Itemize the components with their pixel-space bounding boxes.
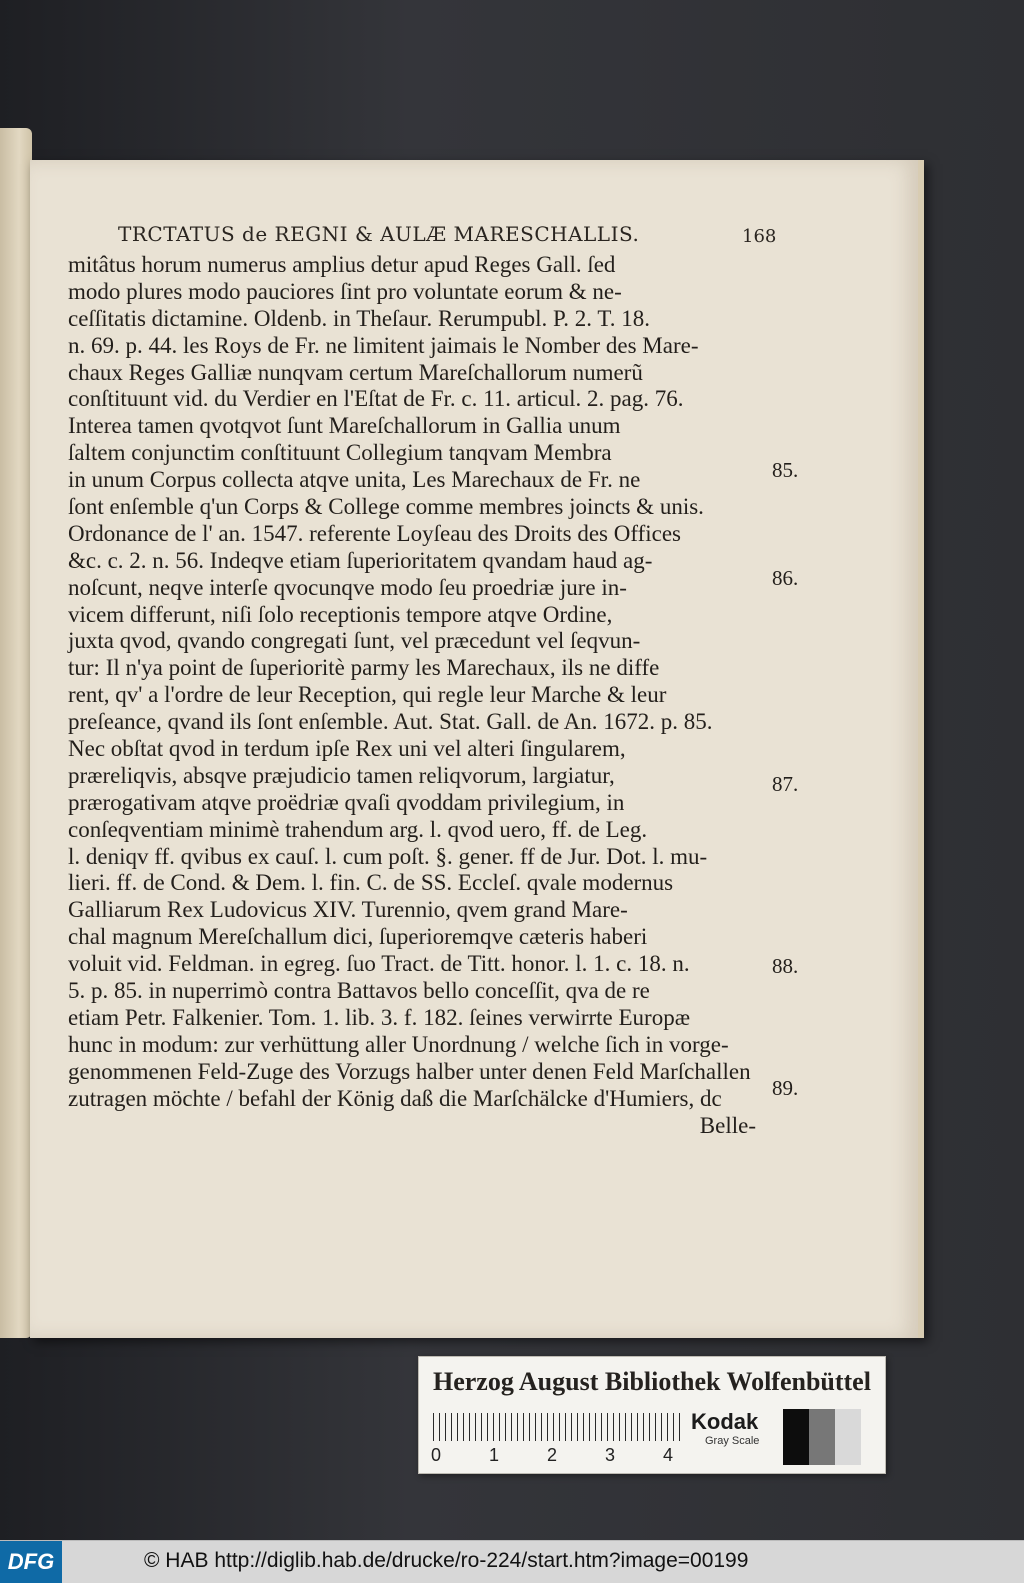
text-line: chal magnum Mereſchallum dici, ſuperioremqve cæteris haberi bbox=[68, 924, 648, 950]
text-line: chaux Reges Galliæ nunqvam certum Mareſchallorum numerũ bbox=[68, 359, 643, 385]
scale-number: 0 bbox=[431, 1445, 442, 1465]
text-line: vicem differunt, niſi ſolo receptionis tempore atqve Ordine, bbox=[68, 601, 613, 627]
text-line: conſeqventiam minimè trahendum arg. l. qvod uero, ff. de Leg. bbox=[68, 816, 648, 842]
footer-bar bbox=[0, 1540, 1024, 1583]
text-line: tur: Il n'ya point de ſuperioritè parmy les Marechaux, ils ne diffe bbox=[68, 655, 660, 681]
text-line: mitâtus horum numerus amplius detur apud Reges Gall. ſed bbox=[68, 252, 616, 277]
marginal-number: 85. bbox=[772, 458, 799, 482]
color-calibration-target bbox=[418, 1356, 886, 1474]
text-line: &c. c. 2. n. 56. Indeqve etiam ſuperioritatem qvandam haud ag- bbox=[68, 547, 653, 573]
page-text bbox=[68, 252, 768, 1139]
page-number: 168 bbox=[742, 226, 777, 247]
marginal-number: 86. bbox=[772, 566, 799, 590]
scale-number: 2 bbox=[547, 1445, 558, 1465]
text-line: zutragen möchte / befahl der König daß die Marſchälcke d'Humiers, dc bbox=[68, 1085, 722, 1111]
text-line: noſcunt, neqve interſe qvocunqve modo ſeu proedriæ jure in- bbox=[68, 574, 627, 600]
library-name: Herzog August Bibliothek Wolfenbüttel bbox=[433, 1367, 871, 1396]
text-line: l. deniqv ff. qvibus ex cauſ. l. cum poſt. §. gener. ff de Jur. Dot. l. mu- bbox=[68, 843, 708, 869]
text-line: ſont enſemble q'un Corps & College comme membres joincts & unis. bbox=[68, 494, 704, 520]
gray-swatch-black bbox=[783, 1409, 809, 1465]
running-title: TRCTATUS de REGNI & AULÆ MARESCHALLIS. bbox=[118, 222, 640, 246]
gray-swatch-mid bbox=[809, 1409, 835, 1465]
scale-number: 4 bbox=[663, 1445, 674, 1465]
marginal-number: 87. bbox=[772, 772, 799, 796]
scale-number: 1 bbox=[489, 1445, 500, 1465]
text-line: Nec obſtat qvod in terdum ipſe Rex uni vel alteri ſingularem, bbox=[68, 736, 626, 762]
text-line: præreliqvis, absqve præjudicio tamen reliqvorum, largiatur, bbox=[68, 762, 615, 788]
text-line: lieri. ff. de Cond. & Dem. l. fin. C. de SS. Eccleſ. qvale modernus bbox=[68, 870, 674, 896]
gray-scale-label: Gray Scale bbox=[705, 1435, 760, 1447]
text-line: ceſſitatis dictamine. Oldenb. in Theſaur. Rerumpubl. P. 2. T. 18. bbox=[68, 305, 650, 331]
kodak-logo: Kodak bbox=[691, 1409, 759, 1434]
gray-swatch-light bbox=[835, 1409, 861, 1465]
text-line: modo plures modo pauciores ſint pro voluntate eorum & ne- bbox=[68, 278, 622, 304]
text-line: rent, qv' a l'ordre de leur Reception, qui regle leur Marche & leur bbox=[68, 682, 667, 708]
dfg-logo: DFG bbox=[0, 1541, 62, 1583]
scale-number: 3 bbox=[605, 1445, 616, 1465]
text-line: 5. p. 85. in nuperrimò contra Battavos bello conceſſit, qva de re bbox=[68, 978, 650, 1004]
text-line: n. 69. p. 44. les Roys de Fr. ne limitent jaimais le Nomber des Mare- bbox=[68, 332, 699, 358]
text-line: ſaltem conjunctim conſtituunt Collegium tanqvam Membra bbox=[68, 440, 612, 466]
text-line: genommenen Feld-Zuge des Vorzugs halber unter denen Feld Marſchallen bbox=[68, 1058, 751, 1084]
text-line: hunc in modum: zur verhüttung aller Unordnung / welche ſich in vorge- bbox=[68, 1031, 729, 1057]
footer-citation[interactable]: © HAB http://diglib.hab.de/drucke/ro-224/start.htm?image=00199 bbox=[144, 1549, 749, 1572]
text-line: voluit vid. Feldman. in egreg. ſuo Tract. de Titt. honor. l. 1. c. 18. n. bbox=[68, 951, 690, 977]
text-line: Ordonance de l' an. 1547. referente Loyſeau des Droits des Offices bbox=[68, 520, 681, 546]
text-line: juxta qvod, qvando congregati ſunt, vel præcedunt vel ſeqvun- bbox=[68, 628, 641, 654]
text-line: Interea tamen qvotqvot ſunt Mareſchallorum in Gallia unum bbox=[68, 413, 621, 439]
text-line: prærogativam atqve proëdriæ qvaſi qvoddam privilegium, in bbox=[68, 789, 625, 815]
text-line: conſtituunt vid. du Verdier en l'Eſtat de Fr. c. 11. articul. 2. pag. 76. bbox=[68, 386, 684, 412]
scale-ruler bbox=[433, 1413, 683, 1441]
text-line: in unum Corpus collecta atqve unita, Les Marechaux de Fr. ne bbox=[68, 467, 641, 493]
marginal-number: 88. bbox=[772, 954, 799, 978]
catchword: Belle- bbox=[699, 1112, 756, 1138]
text-line: etiam Petr. Falkenier. Tom. 1. lib. 3. f. 182. ſeines verwirrte Europæ bbox=[68, 1004, 691, 1030]
text-line: Galliarum Rex Ludovicus XIV. Turennio, qvem grand Mare- bbox=[68, 897, 628, 923]
text-line: preſeance, qvand ils ſont enſemble. Aut. Stat. Gall. de An. 1672. p. 85. bbox=[68, 709, 713, 735]
marginal-number: 89. bbox=[772, 1076, 799, 1100]
previous-page-edge bbox=[0, 128, 32, 1338]
